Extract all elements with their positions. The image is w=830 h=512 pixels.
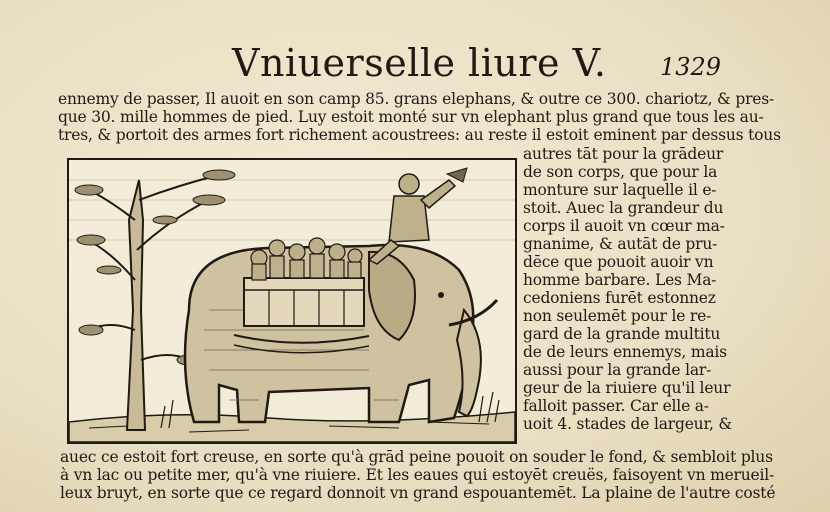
woodcut-illustration (67, 158, 517, 444)
side-text-line: de son corps, que pour la (523, 163, 718, 181)
side-text-line: aussi pour la grande lar- (523, 361, 712, 379)
text-line-bottom-3: leux bruyt, en sorte que ce regard donnoit vn grand espouantemēt. La plaine de l'autre costé (60, 484, 776, 502)
side-text-line: gard de la grande multitu (523, 325, 721, 343)
page-header (0, 38, 830, 88)
side-text-line: de de leurs ennemys, mais (523, 343, 727, 361)
side-text-line: gnanime, & autāt de pru- (523, 235, 718, 253)
elephant-woodcut-image (69, 160, 515, 442)
page-number: 1329 (660, 53, 722, 81)
text-line-top-1: ennemy de passer, Il auoit en son camp 85. grans elephans, & outre ce 300. chariotz, & pres- (58, 90, 775, 108)
side-text-line: uoit 4. stades de largeur, & (523, 415, 733, 433)
running-title: Vniuerselle liure V. (232, 41, 607, 85)
side-text-line: falloit passer. Car elle a- (523, 397, 709, 415)
side-text-line: dēce que pouoit auoir vn (523, 253, 714, 271)
side-text-line: homme barbare. Les Ma- (523, 271, 717, 289)
text-line-top-2: que 30. mille hommes de pied. Luy estoit monté sur vn elephant plus grand que tous les au- (58, 108, 764, 126)
side-text-line: geur de la riuiere qu'il leur (523, 379, 731, 397)
side-text-line: stoit. Auec la grandeur du (523, 199, 724, 217)
side-text-line: corps il auoit vn cœur ma- (523, 217, 725, 235)
side-text-line: monture sur laquelle il e- (523, 181, 717, 199)
side-text-line: non seulemēt pour le re- (523, 307, 712, 325)
text-line-bottom-2: à vn lac ou petite mer, qu'à vne riuiere. Et les eaues qui estoyēt creuës, faisoyent vn merueil- (60, 466, 775, 484)
text-line-bottom-1: auec ce estoit fort creuse, en sorte qu'à grād peine pouoit on souder le fond, & sembloit plus (60, 448, 773, 466)
side-text-line: autres tāt pour la grādeur (523, 145, 724, 163)
side-text-line: cedoniens furēt estonnez (523, 289, 716, 307)
text-line-top-3: tres, & portoit des armes fort richement acoustrees: au reste il estoit eminent par dessus tous (58, 126, 781, 144)
